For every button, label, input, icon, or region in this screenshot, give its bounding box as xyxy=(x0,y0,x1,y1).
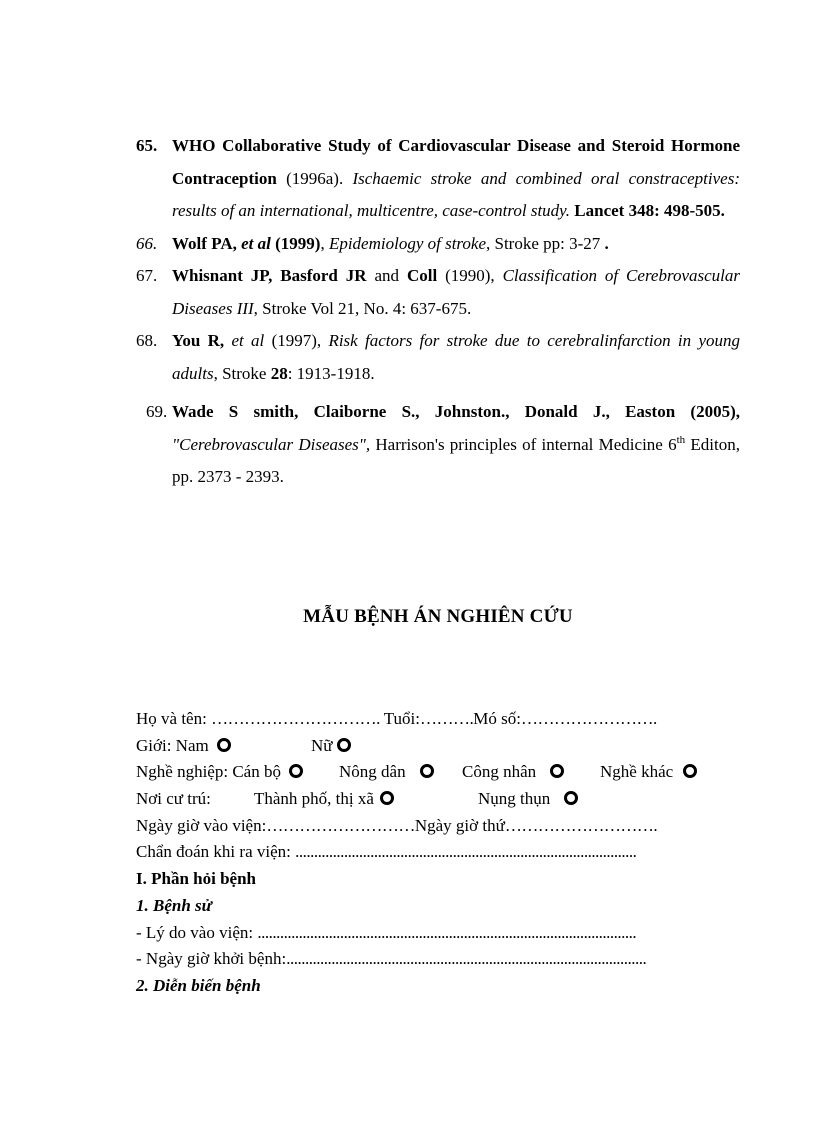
reference-number: 68. xyxy=(136,331,158,350)
reference-authors: Wolf PA, xyxy=(172,233,242,253)
reference-number: 69. xyxy=(146,402,168,421)
subsection-disease-progression: 2. Diễn biến bệnh xyxy=(136,975,261,995)
age-field[interactable]: ………. xyxy=(420,709,474,728)
residence-row xyxy=(136,786,740,813)
reference-68 xyxy=(136,325,740,390)
residence-city-radio[interactable] xyxy=(380,791,394,805)
name-row xyxy=(136,706,740,733)
occupation-worker-label: Công nhân xyxy=(462,762,537,782)
occupation-worker-radio[interactable] xyxy=(550,764,564,778)
residence-city-label: Thành phố, thị xã xyxy=(254,789,374,809)
reference-edition: 6 xyxy=(668,434,677,454)
reference-year: (1999) xyxy=(270,233,321,253)
reason-label: - Lý do vào viện: xyxy=(136,922,258,942)
reference-volume: 28 xyxy=(270,363,288,383)
reference-pages: : 1913-1918. xyxy=(287,363,375,383)
reference-body xyxy=(136,130,740,228)
occupation-row xyxy=(136,759,740,786)
reference-source: Harrison's principles of internal Medicine xyxy=(370,434,663,454)
reason-field[interactable]: ..................................................................................................... xyxy=(257,922,637,942)
reference-authors: WHO Collaborative Study of Cardiovascular Disease and Steroid Hormone Contraception xyxy=(172,136,740,188)
occupation-farmer-label: Nông dân xyxy=(339,762,406,782)
admission-row xyxy=(136,813,740,840)
gender-male-label: Giới: Nam xyxy=(136,735,209,755)
reference-body xyxy=(136,260,740,325)
subsection-medical-history: 1. Bệnh sử xyxy=(136,895,212,915)
occupation-official-radio[interactable] xyxy=(289,764,303,778)
gender-male-radio[interactable] xyxy=(217,738,231,752)
occupation-other-label: Nghề khác xyxy=(600,762,674,782)
reference-etal: et al xyxy=(231,331,265,350)
form-title: MẪU BỆNH ÁN NGHIÊN CỨU xyxy=(303,606,573,627)
onset-label: - Ngày giờ khởi bệnh: xyxy=(136,949,287,969)
gender-female-label: Nữ xyxy=(311,735,333,755)
reason-row xyxy=(136,920,740,947)
diagnosis-row xyxy=(136,839,740,866)
reference-65 xyxy=(136,130,740,228)
admission-field[interactable]: ……………………… xyxy=(266,815,415,835)
admission-label: Ngày giờ vào viện: xyxy=(136,815,267,835)
reference-year: (1997), xyxy=(264,331,329,350)
reference-body xyxy=(136,325,740,390)
diagnosis-field[interactable]: ........................................................................................... xyxy=(295,842,637,862)
reference-and: and xyxy=(366,266,407,285)
reference-66 xyxy=(136,228,740,261)
day-label: Ngày giờ thứ xyxy=(414,815,505,835)
reference-year: (1996a). xyxy=(276,168,353,188)
reference-etal: et al xyxy=(241,233,271,253)
reference-67 xyxy=(136,260,740,325)
reference-title: "Cerebrovascular Diseases", xyxy=(172,434,371,454)
residence-label: Nơi cư trú: xyxy=(136,789,211,809)
reference-pages: Editon, pp. 2373 - 2393. xyxy=(172,434,740,486)
reference-source: , Stroke pp: 3-27 xyxy=(486,233,601,253)
name-label: Họ và tên: xyxy=(136,709,212,728)
section-history-heading: I. Phần hỏi bệnh xyxy=(136,869,256,889)
gender-row xyxy=(136,733,740,760)
reference-source: Lancet 348: 498-505. xyxy=(570,201,725,220)
residence-rural-label: Nụng thụn xyxy=(478,789,551,809)
gender-female-radio[interactable] xyxy=(337,738,351,752)
reference-title: Epidemiology of stroke xyxy=(328,233,486,253)
reference-list xyxy=(136,130,740,494)
reference-number: 66. xyxy=(136,233,158,253)
diagnosis-label: Chẩn đoán khi ra viện: xyxy=(136,842,296,862)
reference-source: , Stroke Vol 21, No. 4: 637-675. xyxy=(253,298,472,318)
medical-record-form xyxy=(136,706,740,1000)
reference-number: 65. xyxy=(136,136,158,155)
reference-coll: Coll xyxy=(406,266,438,285)
occupation-official-label: Nghề nghiệp: Cán bộ xyxy=(136,762,281,782)
reference-edition-suffix: th xyxy=(676,433,686,446)
reference-authors: Wade S smith, Claiborne S., Johnston., Donald J., Easton (2005), xyxy=(172,402,740,421)
occupation-other-radio[interactable] xyxy=(683,764,697,778)
reference-title: Risk factors for stroke due to cerebralinfarction in young adults xyxy=(172,331,741,383)
reference-authors: Whisnant JP, Basford JR xyxy=(172,266,367,285)
reference-number: 67. xyxy=(136,266,158,285)
reference-body: Wolf PA, et al (1999), Epidemiology of stroke, Stroke pp: 3-27 . xyxy=(172,233,609,253)
reference-end: . xyxy=(600,233,609,253)
reference-69 xyxy=(136,396,740,494)
reference-source: , Stroke xyxy=(213,363,271,383)
onset-field[interactable]: ................................................................................................ xyxy=(286,949,647,969)
residence-rural-radio[interactable] xyxy=(564,791,578,805)
day-field[interactable]: ………………………. xyxy=(504,815,658,835)
age-label: Tuổi: xyxy=(379,709,421,728)
reference-title: Classification of Cerebrovascular Diseases III xyxy=(172,266,741,318)
occupation-farmer-radio[interactable] xyxy=(420,764,434,778)
reference-body xyxy=(136,396,740,494)
code-label: Mó số: xyxy=(473,709,521,728)
code-field[interactable]: ……………………. xyxy=(520,709,657,728)
reference-title: Ischaemic stroke and combined oral constraceptives: results of an international, multicentre, case-control study. xyxy=(172,168,740,220)
name-field[interactable]: …………………………. xyxy=(211,709,380,728)
onset-row xyxy=(136,946,740,973)
reference-year: (1990), xyxy=(437,266,503,285)
reference-authors: You R, xyxy=(172,331,232,350)
